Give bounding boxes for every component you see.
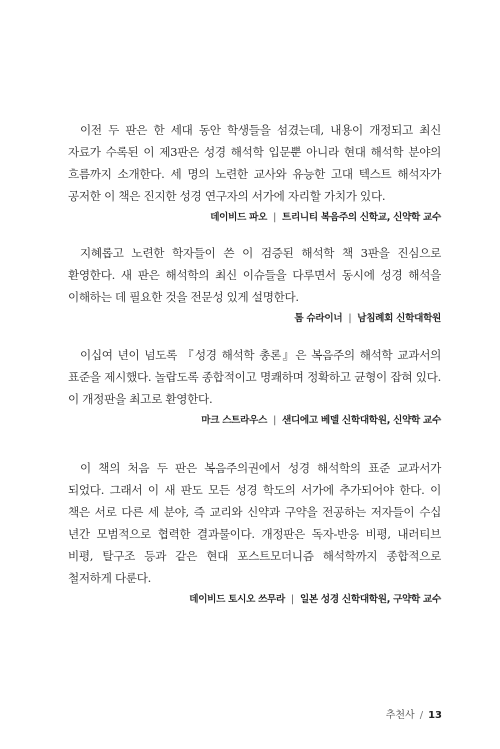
endorser-name: 톰 슈라이너 (294, 313, 343, 324)
page-footer (386, 706, 442, 721)
endorsement-2 (68, 242, 441, 324)
endorsement-quote: 지혜롭고 노련한 학자들이 쓴 이 검증된 해석학 책 3판을 진심으로 환영한다. 새 판은 해석학의 최신 이슈들을 다루면서 동시에 성경 해석을 이해하는 데 필요한 것을 전문성 있게 설명한다. (68, 246, 441, 304)
endorsement-attribution (68, 591, 441, 605)
endorsement-quote: 이전 두 판은 한 세대 동안 학생들을 섬겼는데, 내용이 개정되고 최신 자료가 수록된 이 제3판은 성경 해석학 입문뿐 아니라 현대 해석학 분야의 흐름까지 소개한다. 세 명의 노련한 교사와 유능한 고대 텍스트 해석자가 공저한 이 책은 진지한 성경 연구자의 서가에 자리할 가치가 있다. (68, 123, 441, 203)
endorser-affiliation: 일본 성경 신학대학원, 구약학 교수 (299, 594, 441, 605)
endorser-affiliation: 트리니티 복음주의 신학교, 신약학 교수 (282, 212, 441, 223)
endorsement-attribution (68, 209, 441, 223)
attribution-separator: | (291, 594, 294, 605)
attribution-separator: | (348, 313, 352, 324)
footer-separator: / (419, 710, 424, 721)
page-number: 13 (428, 710, 442, 721)
endorser-name: 데이비드 토시오 쓰무라 (189, 594, 285, 605)
endorsement-3 (68, 344, 441, 426)
endorsement-quote: 이십여 년이 넘도록 『성경 해석학 총론』은 복음주의 해석학 교과서의 표준을 제시했다. 놀랍도록 종합적이고 명쾌하며 정확하고 균형이 잡혀 있다. 이 개정판을 최고로 환영한다. (68, 348, 441, 406)
endorsement-quote: 이 책의 처음 두 판은 복음주의권에서 성경 해석학의 표준 교과서가 되었다. 그래서 이 새 판도 모든 성경 학도의 서가에 추가되어야 한다. 이 책은 서로 다른 세 분야, 즉 교리와 신약과 구약을 전공하는 저자들이 수십 년간 모범적으로 협력한 결과물이다. 개정판은 독자-반응 비평, 내러티브 비평, 탈구조 등과 같은 현대 포스트모더니즘 해석학까지 종합적으로 철저하게 다룬다. (68, 461, 441, 585)
attribution-separator: | (273, 415, 276, 426)
endorser-affiliation: 남침례회 신학대학원 (357, 313, 441, 324)
endorser-affiliation: 샌디에고 베델 신학대학원, 신약학 교수 (282, 415, 441, 426)
endorsement-4 (68, 457, 441, 605)
endorser-name: 데이비드 파오 (210, 212, 268, 223)
attribution-separator: | (273, 212, 276, 223)
endorsement-attribution (68, 310, 441, 324)
endorser-name: 마크 스트라우스 (201, 415, 268, 426)
endorsement-attribution (68, 412, 441, 426)
endorsement-1 (68, 119, 441, 223)
section-label: 추천사 (385, 710, 415, 721)
